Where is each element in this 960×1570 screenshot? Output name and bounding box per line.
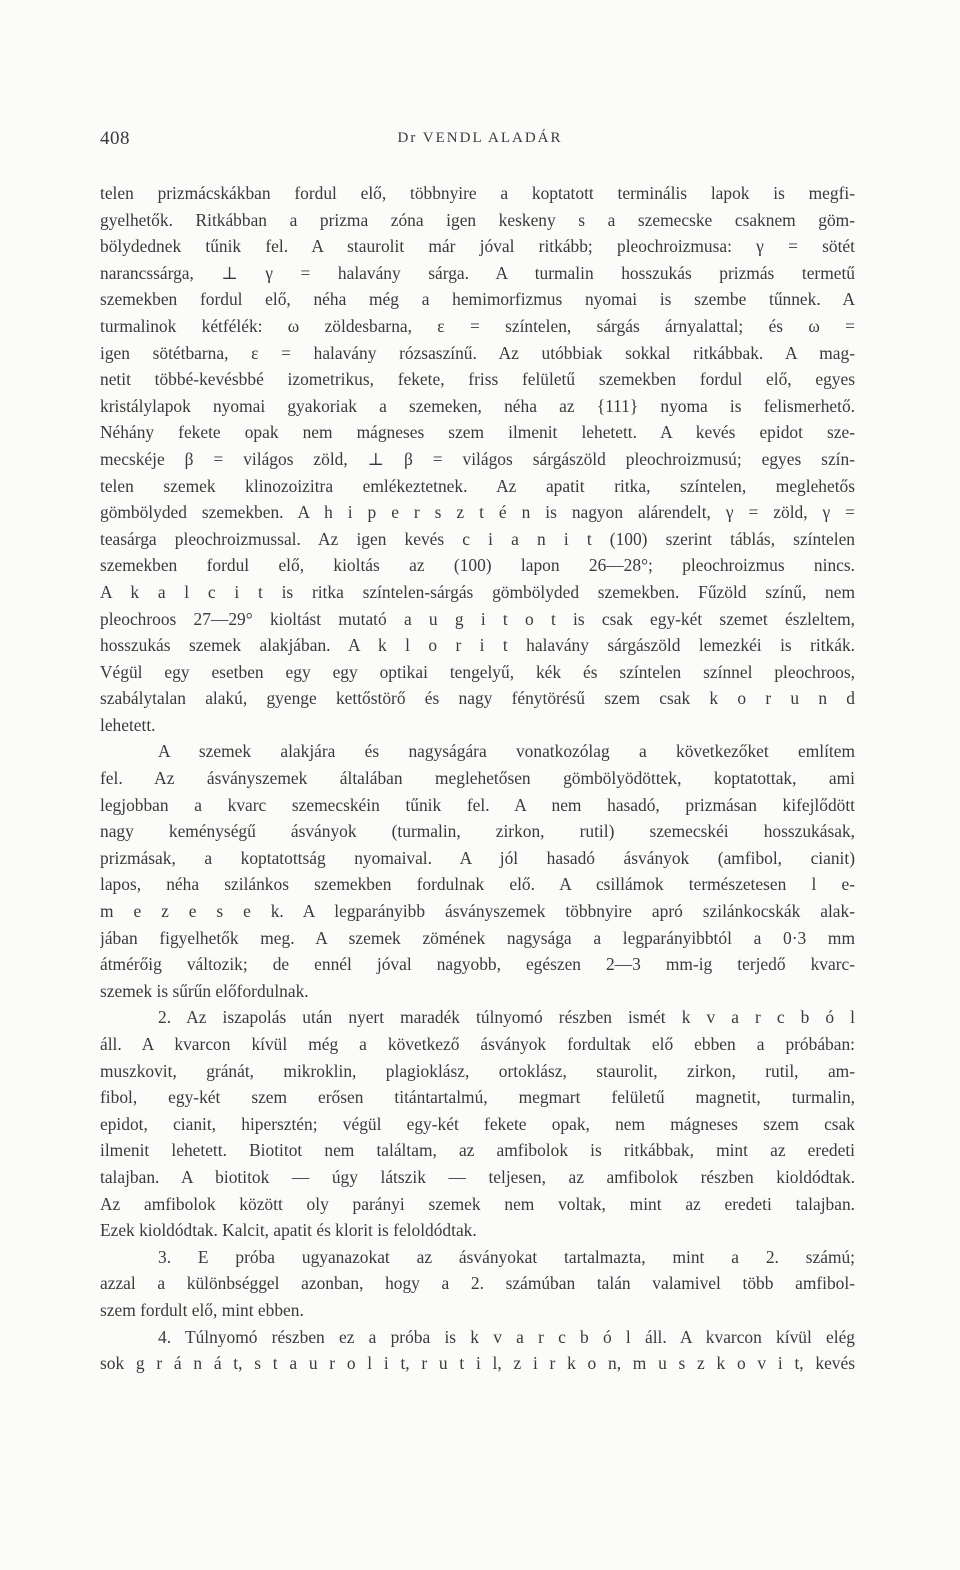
text-line: fel. Az ásványszemek általában meglehetősen gömbölyödöttek, koptatottak, ami	[100, 768, 855, 789]
text-line: 3. E próba ugyanazokat az ásványokat tartalmazta, mint a 2. számú;	[158, 1246, 855, 1267]
text-line: talajban. A biotitok — úgy látszik — teljesen, az amfibolok részben kioldódtak.	[100, 1166, 855, 1187]
text-line: telen szemek klinozoizitra emlékeztetnek. Az apatit ritka, színtelen, meglehetős	[100, 475, 855, 496]
text-line: lehetett.	[100, 714, 156, 735]
text-line: gömbölyded szemekben. A h i p e r s z t é n is nagyon alárendelt, γ = zöld, γ =	[100, 502, 855, 523]
text-line: Az amfibolok között oly parányi szemek nem voltak, mint az eredeti talajban.	[100, 1193, 855, 1214]
text-line: hosszukás szemek alakjában. A k l o r i t halavány sárgászöld lemezkéi is ritkák.	[100, 635, 855, 656]
text-line: szemekben fordul elő, néha még a hemimorfizmus nyomai is szembe tűnnek. A	[100, 289, 855, 310]
text-line: gyelhetők. Ritkábban a prizma zóna igen keskeny s a szemecske csaknem göm-	[100, 209, 855, 230]
text-line: szemek is sűrűn előfordulnak.	[100, 980, 309, 1001]
text-line: prizmásak, a koptatottság nyomaival. A jól hasadó ásványok (amfibol, cianit)	[100, 847, 855, 868]
text-line: narancssárga, ⊥ γ = halavány sárga. A turmalin hosszukás prizmás termetű	[100, 262, 855, 283]
text-line: Ezek kioldódtak. Kalcit, apatit és klorit is feloldódtak.	[100, 1220, 477, 1241]
text-line: turmalinok kétfélék: ω zöldesbarna, ε = színtelen, sárgás árnyalattal; és ω =	[100, 315, 855, 336]
text-line: Néhány fekete opak nem mágneses szem ilmenit lehetett. A kevés epidot sze-	[100, 422, 855, 443]
text-line: sok g r á n á t, s t a u r o l i t, r u t i l, z i r k o n, m u s z k o v i t, kevés	[100, 1353, 855, 1374]
text-line: netit többé-kevésbbé izometrikus, fekete, friss felületű szemekben fordul elő, egyes	[100, 369, 855, 390]
text-line: igen sötétbarna, ε = halavány rózsaszínű. Az utóbbiak sokkal ritkábbak. A mag-	[100, 342, 855, 363]
text-line: szabálytalan alakú, gyenge kettőstörő és nagy fénytörésű szem csak k o r u n d	[100, 688, 855, 709]
text-line: teasárga pleochroizmussal. Az igen kevés c i a n i t (100) szerint táblás, színtelen	[100, 528, 855, 549]
text-line: epidot, cianit, hipersztén; végül egy-két fekete opak, nem mágneses szem csak	[100, 1113, 855, 1134]
text-line: telen prizmácskákban fordul elő, többnyire a koptatott terminális lapok is megfi-	[100, 183, 855, 203]
text-line: szem fordult elő, mint ebben.	[100, 1299, 304, 1320]
text-line: mecskéje β = világos zöld, ⊥ β = világos sárgászöld pleochroizmusú; egyes szín-	[100, 448, 855, 469]
text-line: A szemek alakjára és nagyságára vonatkozólag a következőket említem	[158, 741, 855, 762]
text-line: áll. A kvarcon kívül még a következő ásványok fordultak elő ebben a próbában:	[100, 1034, 855, 1054]
text-line: kristálylapok nyomai gyakoriak a szemeken, néha az {111} nyoma is felismerhető.	[100, 395, 855, 416]
text-line: A k a l c i t is ritka színtelen-sárgás gömbölyded szemekben. Fűzöld színű, nem	[100, 581, 855, 602]
text-line: Végül egy esetben egy egy optikai tengelyű, kék és színtelen színnel pleochroos,	[100, 661, 855, 682]
page-header	[100, 128, 860, 158]
text-line: legjobban a kvarc szemecskéin tűnik fel. A nem hasadó, prizmásan kifejlődött	[100, 794, 855, 815]
body-text	[100, 180, 855, 1377]
text-line: m e z e s e k. A legparányibb ásványszemek többnyire apró szilánkocskák alak-	[100, 901, 855, 922]
running-head: Dr VENDL ALADÁR	[397, 130, 563, 146]
text-line: pleochroos 27—29° kioltást mutató a u g i t o t is csak egy-két szemet észleltem,	[100, 608, 855, 629]
text-line: szemekben fordul elő, kioltás az (100) lapon 26—28°; pleochroizmus nincs.	[100, 555, 855, 576]
text-line: azzal a különbséggel azonban, hogy a 2. számúban talán valamivel több amfibol-	[100, 1273, 855, 1294]
text-line: átmérőig változik; de ennél jóval nagyobb, egészen 2—3 mm-ig terjedő kvarc-	[100, 954, 855, 975]
page-number: 408	[100, 128, 130, 149]
text-line: muszkovit, gránát, mikroklin, plagioklász, ortoklász, staurolit, zirkon, rutil, am-	[100, 1060, 855, 1081]
text-line: 2. Az iszapolás után nyert maradék túlnyomó részben ismét k v a r c b ó l	[158, 1007, 855, 1028]
text-line: nagy keménységű ásványok (turmalin, zirkon, rutil) szemecskéi hosszukásak,	[100, 821, 855, 842]
text-line: ilmenit lehetett. Biotitot nem találtam, az amfibolok is ritkábbak, mint az eredeti	[100, 1140, 855, 1161]
text-line: 4. Túlnyomó részben ez a próba is k v a r c b ó l áll. A kvarcon kívül elég	[158, 1326, 855, 1347]
text-line: fibol, egy-két szem erősen titántartalmú, megmart felületű magnetit, turmalin,	[100, 1087, 855, 1108]
text-line: lapos, néha szilánkos szemekben fordulnak elő. A csillámok természetesen l e-	[100, 874, 855, 895]
text-line: jában figyelhetők meg. A szemek zömének nagysága a legparányibbtól a 0·3 mm	[100, 927, 855, 948]
text-line: bölydednek tűnik fel. A staurolit már jóval ritkább; pleochroizmusa: γ = sötét	[100, 236, 855, 257]
